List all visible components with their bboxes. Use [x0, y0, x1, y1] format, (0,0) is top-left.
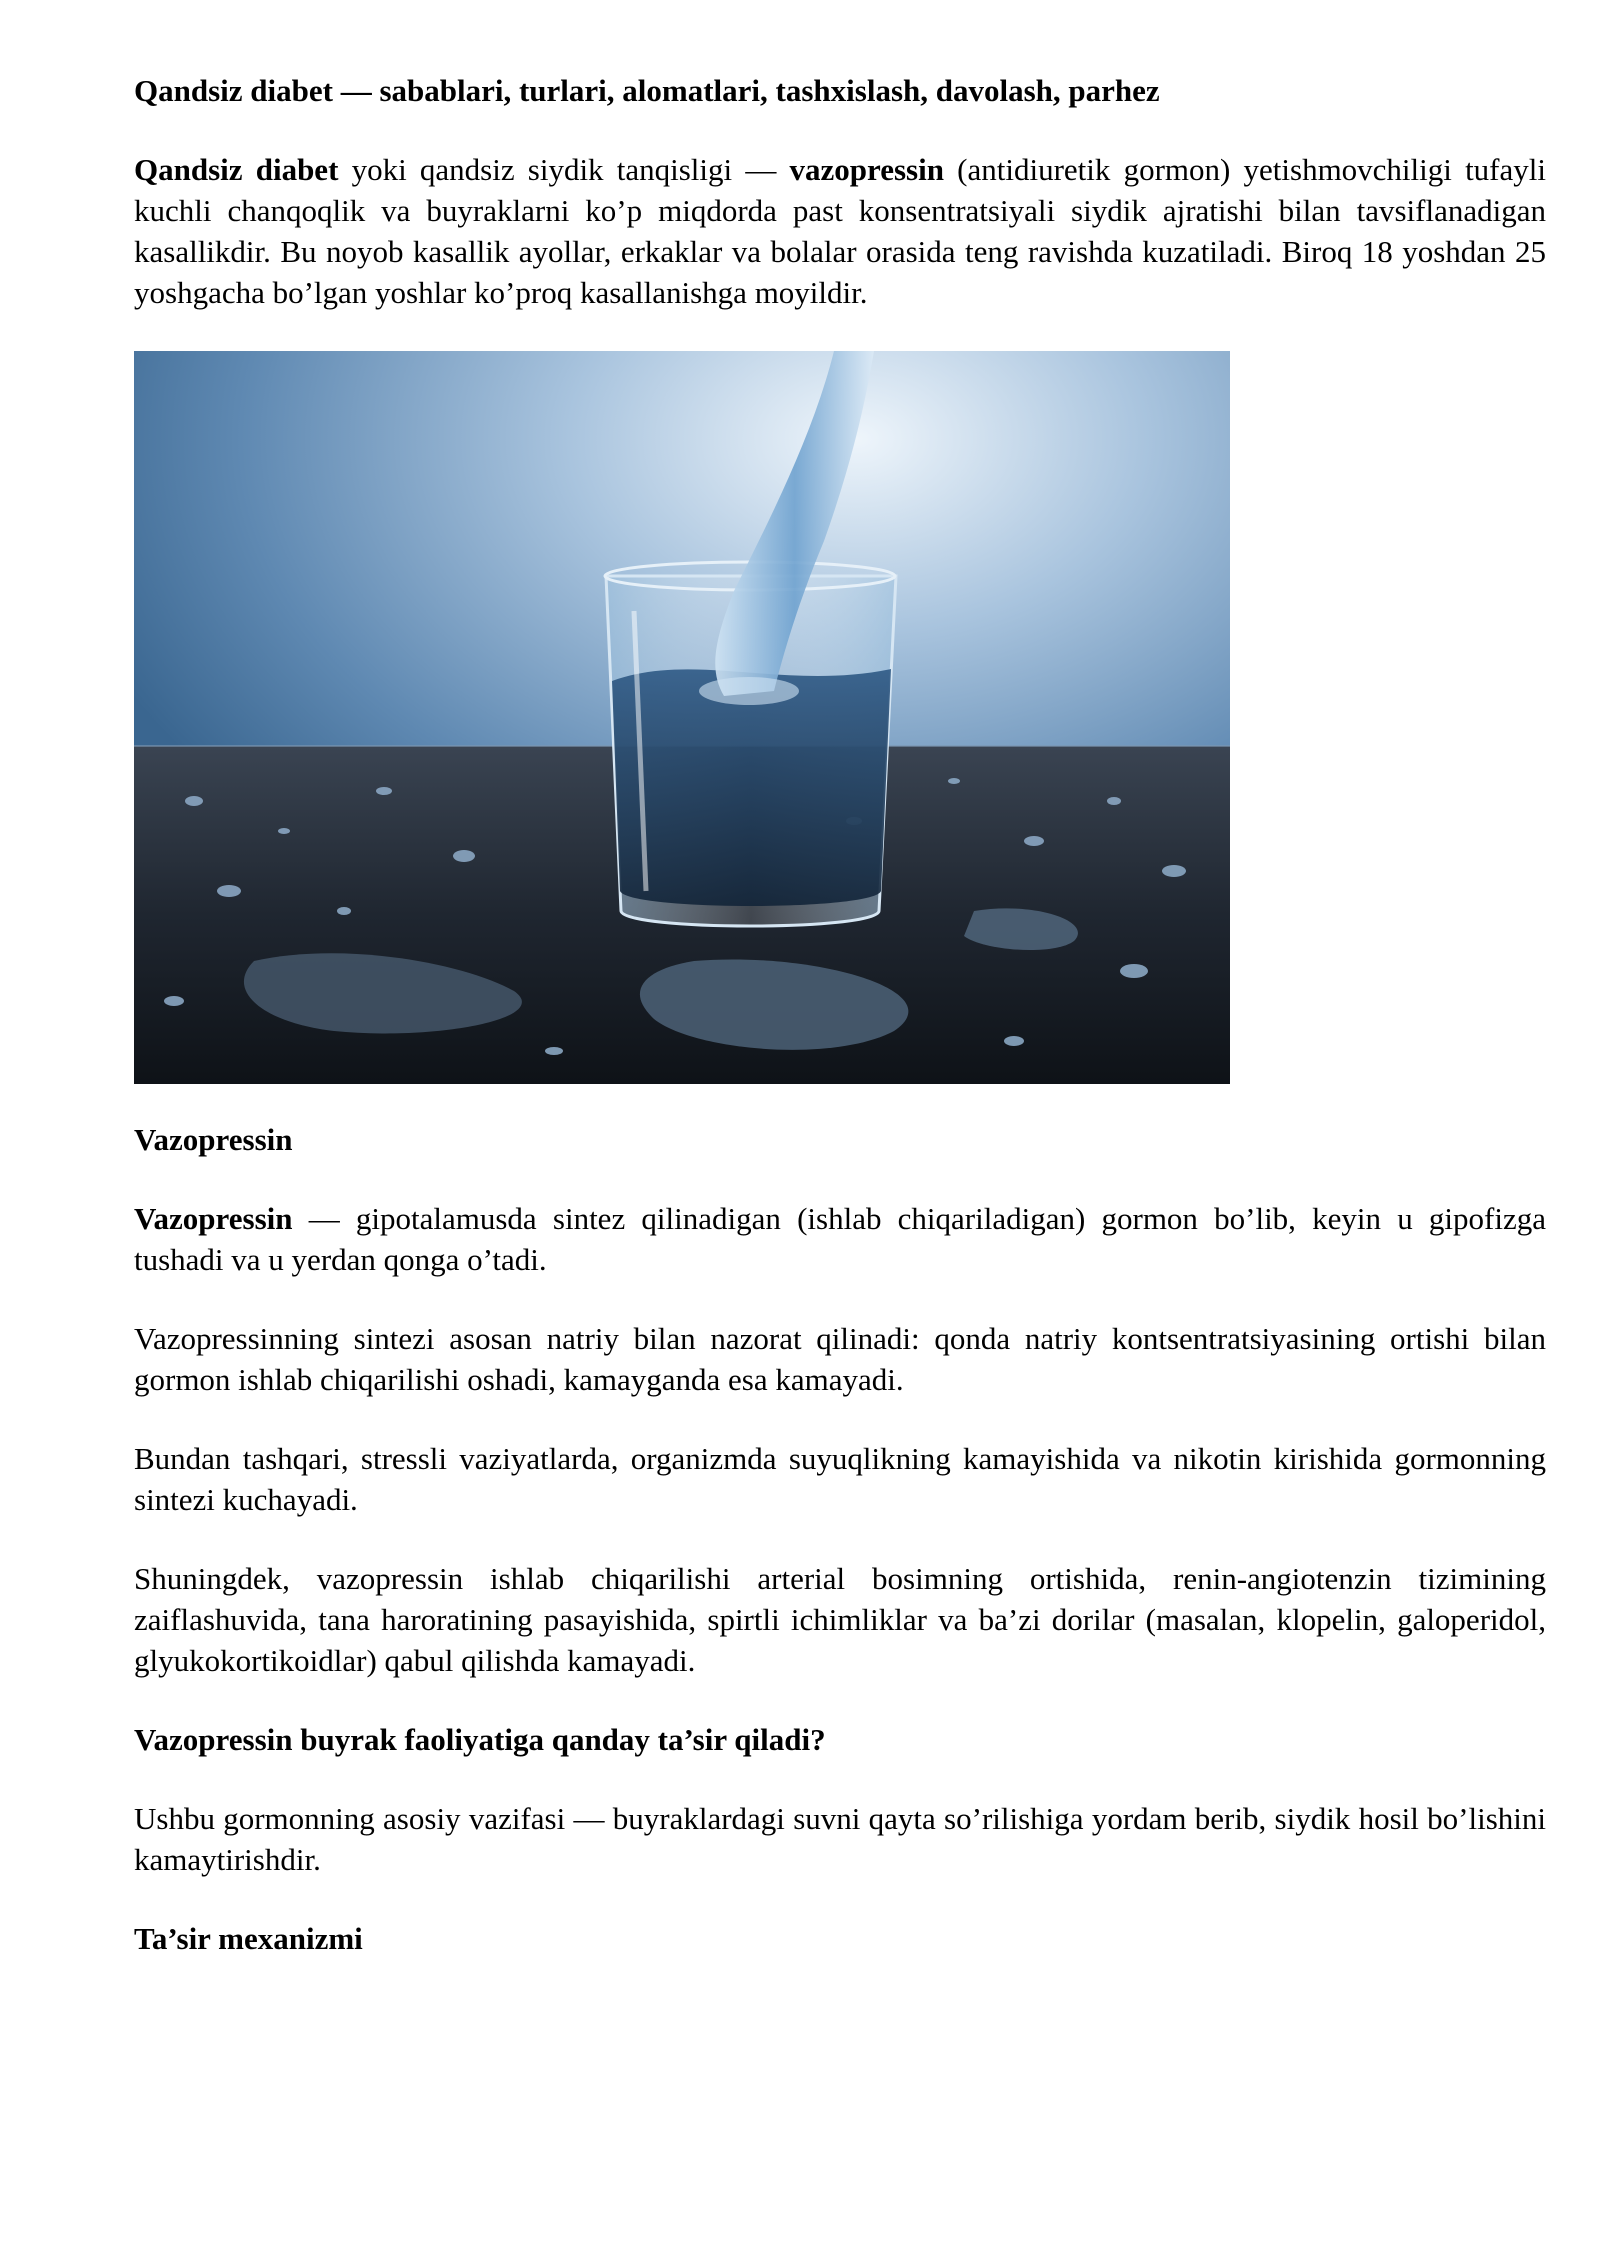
- heading-kidney-effect: Vazopressin buyrak faoliyatiga qanday ta’sir qiladi?: [134, 1722, 826, 1757]
- intro-text-1: yoki qandsiz siydik tanqisligi —: [338, 152, 790, 187]
- heading-mechanism: Ta’sir mexanizmi: [134, 1921, 363, 1956]
- document-page: [134, 70, 1546, 1997]
- page-title: Qandsiz diabet — sabablari, turlari, alomatlari, tashxislash, davolash, parhez: [134, 73, 1160, 108]
- kidney-paragraph-1: Ushbu gormonning asosiy vazifasi — buyraklardagi suvni qayta so’rilishiga yordam berib, siydik hosil bo’lishini kamaytirishdir.: [134, 1801, 1546, 1877]
- vazopressin-paragraph-1: [134, 1198, 1546, 1280]
- intro-term: Qandsiz diabet: [134, 152, 339, 187]
- vazopressin-paragraph-3: Bundan tashqari, stressli vaziyatlarda, organizmda suyuqlikning kamayishida va nikotin kirishida gormonning sintezi kuchayadi.: [134, 1441, 1546, 1517]
- intro-paragraph: [134, 149, 1546, 313]
- vazopressin-paragraph-4: Shuningdek, vazopressin ishlab chiqarilishi arterial bosimning ortishida, renin-angiotenzin tizimining zaiflashuvida, tana haroratining pasayishida, spirtli ichimliklar va ba’zi dorilar (masalan, klopelin, galoperidol, glyukokortikoidlar) qabul qilishda kamayadi.: [134, 1561, 1546, 1678]
- vazopressin-term: Vazopressin: [134, 1201, 293, 1236]
- intro-text-2: (antidiuretik gormon) yetishmovchiligi tufayli kuchli chanqoqlik va buyraklarni ko’p miqdorda past konsentratsiyali siydik ajratishi bilan tavsiflanadigan kasallikdir. Bu noyob kasallik ayollar, erkaklar va bolalar orasida teng ravishda kuzatiladi. Biroq 18 yoshdan 25 yoshgacha bo’lgan yoshlar ko’proq kasallanishga moyildir.: [134, 152, 1546, 310]
- heading-vazopressin: Vazopressin: [134, 1122, 293, 1157]
- vazopressin-paragraph-2: Vazopressinning sintezi asosan natriy bilan nazorat qilinadi: qonda natriy kontsentratsiyasining ortishi bilan gormon ishlab chiqarilishi oshadi, kamayganda esa kamayadi.: [134, 1321, 1546, 1397]
- intro-hormon: vazopressin: [789, 152, 944, 187]
- vazopressin-text-1: — gipotalamusda sintez qilinadigan (ishlab chiqariladigan) gormon bo’lib, keyin u gipofizga tushadi va u yerdan qonga o’tadi.: [134, 1201, 1546, 1277]
- water-glass-image: [134, 351, 1230, 1084]
- water-glass-illustration: [134, 351, 1230, 1084]
